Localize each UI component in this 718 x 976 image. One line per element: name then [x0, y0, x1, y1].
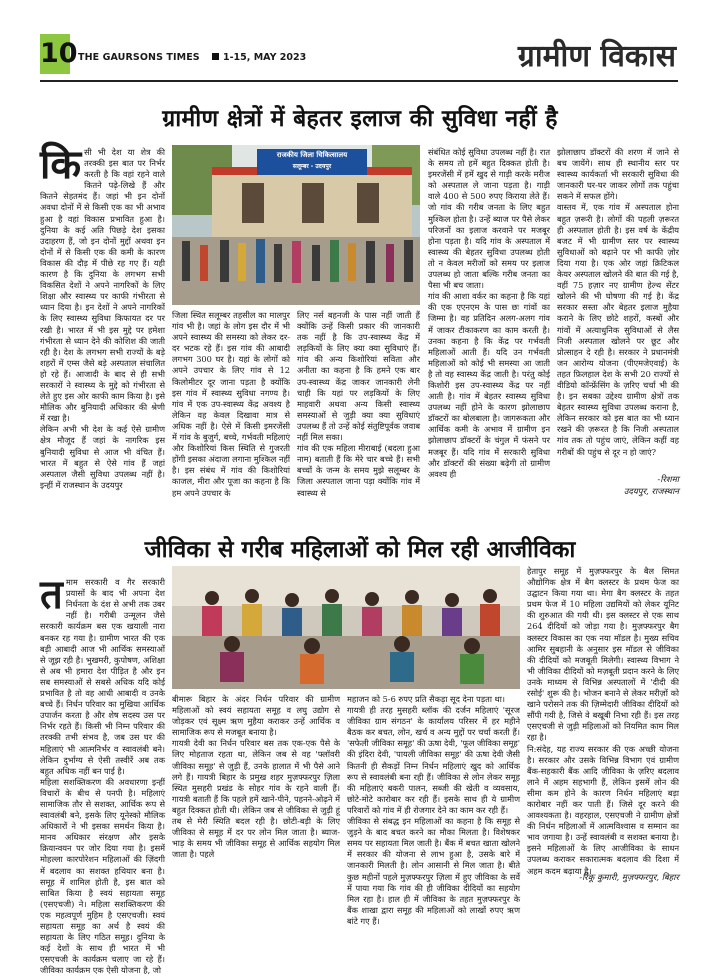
page-number: 10 — [40, 34, 70, 74]
article1-dropcap: कि — [40, 141, 82, 188]
article1-col1-text: सी भी देश या शेत्र की तरक्की इस बात पर निर्भर करती है कि वहां रहने वाले कितने पढ़े-लिखे हैं और कितने सेहतमंद हैं। जहां भी इन दोनों अवधा दोनों में से किसी एक का भी अभाव हुआ है वहां विकास प्रभावित हुआ है। दुनिया के कई अति पिछड़े देश इसका उदाहरण हैं, जो इन दोनों मुद्दों अथवा इन दोनों में से किसी एक की कमी के कारण विकास की दौड़ में पीछे रह गए हैं। यही कारण है कि दुनिया के लगभग सभी विकसित देशों ने अपने नागरिकों के लिए शिक्षा और स्वास्थ्य पर काफी गंभीरता से ध्यान दिया है। इन देशों ने अपने नागरिकों के लिए स्वास्थ्य सुविधा किफायत दर पर रखी है। भारत में भी इस मुद्दे पर हमेशा गंभीरता से ध्यान देने की कोशिश की जाती रही है। देश के लगभग सभी राज्यों के बड़े शहरों में एम्स जैसे बड़े अस्पताल संचालित हो रहे हैं। आजादी के बाद से ही सभी सरकारों ने स्वास्थ्य के मुद्दे को गंभीरता से लेते हुए इस ओर काफी काम किया है। इसे मौलिक और बुनियादी अधिकार की श्रेणी में रखा है। लेकिन अभी भी देश के कई ऐसे ग्रामीण क्षेत्र मौजूद हैं जहां के नागरिक इस बुनियादी सुविधा से आज भी वंचित हैं। भारत में बहुत से ऐसे गांव हैं जहां अस्पताल जैसी सुविधा उपलब्ध नहीं है। इन्हीं में राजस्थान के उदयपुर — [40, 147, 165, 490]
article1-headline: ग्रामीण क्षेत्रों में बेहतर इलाज की सुविधा नहीं है — [162, 106, 558, 132]
page-header — [0, 0, 718, 86]
header-rule — [40, 80, 678, 82]
article2-col3: महाजन को 5-6 रुपए प्रति सैकड़ा सूद देना पड़ता था। गायत्री ही तरह मुसहरी ब्लॉक की दर्जन महिलाएं 'सूरज जीविका ग्राम संगठन' के कार्यालय परिसर में हर महीने बैठक कर बचत, लोन, खर्च व अन्य मुद्दों पर चर्चा करती हैं। 'सफेली जीविका समूह' की ऊषा देवी, 'फूल जीविका समूह' की इंदिरा देवी, 'पायली जीविका समूह' की ऊषा देवी जैसी कितनी ही सैकड़ों निम्न निर्धन महिलाएं खुद को आर्थिक रूप से स्वावलंबी बना रही हैं। जीविका से लोन लेकर समूह की महिलाएं बकरी पालन, सब्जी की खेती व व्यवसाय, छोटे-मोटे कारोबार कर रही हैं। इसके साथ ही ये ग्रामीण परिवारों को गांव में ही रोजगार देने का काम कर रही हैं। जीविका से संबद्ध इन महिलाओं का कहना है कि समूह से जुड़ने के बाद बचत करने का मौका मिलता है। विशेषकर समय पर सहायता मिल जाती है। बैंक में बचत खाता खोलने में सरकार की योजना से लाभ हुआ है, उसके बारे में जानकारी मिलती है। लोन आसानी से मिल जाता है। बीते कुछ महीनों पहले मुज़फ्फरपुर ज़िला में हुए जीविका के सर्वे में पाया गया कि गांव की ही जीविका दीदियों का सहयोग मिल रहा है। हाल ही में जीविका के तहत मुज़फ्फरपुर के बैंक शाखा द्वारा समूह की महिलाओं को लाखों रुपए ऋण बांटे गए हैं। — [347, 694, 520, 926]
square-bullet-icon — [212, 53, 219, 60]
article2-col2: बीमारू बिहार के अंदर निर्धन परिवार की ग्रामीण महिलाओं को स्वयं सहायता समूह व लघु उद्योग से जोड़कर एवं सूक्ष्म ऋण मुहैया कराकर उन्हें आर्थिक व सामाजिक रूप से मजबूत बनाया है। गायत्री देवी का निर्धन परिवार बस तक एक-एक पैसे के लिए मोहताज रहता था, लेकिन जब से वह 'फ्लॉवरी जीविका समूह' से जुड़ी हैं, उनके हालात में भी पैसे आने लगे हैं। गायत्री बिहार के प्रमुख शहर मुज़फ्फरपुर ज़िला स्थित मुसहरी प्रखंड के सोहर गांव के रहने वाली हैं। गायत्री बताती हैं कि पहले हमें खाने-पीने, पहनने-ओढ़ने में बहुत दिक्कत होती थी। लेकिन जब से जीविका से जुड़ी हूं तब से मेरी स्थिति बदल रही है। छोटी-बड़ी के लिए जीविका से समूह में दर पर लोन मिल जाता है। ब्याज-भाड़ के समय भी जीविका समूह से आर्थिक सहयोग मिल जाता है। पहले — [172, 694, 340, 860]
article1-col1 — [40, 141, 165, 490]
issue-date — [212, 52, 306, 63]
article1-place: उदयपुर, राजस्थान — [623, 487, 679, 497]
hospital-sign-line2: सलूम्बर - उदयपुर — [292, 163, 332, 170]
section-title: ग्रामीण विकास — [517, 39, 676, 74]
women-group-photo-illustration — [172, 566, 520, 689]
article2-author: -रिंकू कुमारी, मुज़फ्फरपुर, बिहार — [579, 873, 679, 883]
article1-photo — [172, 145, 420, 305]
hospital-sign-line1: राजकीय जिला चिकित्सालय — [276, 151, 348, 159]
article1-author: -रिशमा — [657, 475, 679, 485]
article2-headline: जीविका से गरीब महिलाओं को मिल रही आजीविका — [144, 537, 576, 563]
article2-col4: हेतापुर समूह में मुज़फ्फरपुर के बैल सिमत औद्योगिक क्षेत्र में बैग क्लस्टर के प्रथम फेज का उद्घाटन किया गया था। मेगा बैग क्लस्टर के तहत प्रथम फेज में 10 महिला उद्यमियों को लेकर यूनिट की शुरुआत की गयी थी। इस क्लस्टर से एक साथ 264 दीदियों को जोड़ा गया है। मुज़फ्फरपुर बैग क्लस्टर विकास का एक नया मॉडल है। मुख्य सचिव आमिर सुबहानी के अनुसार इस मॉडल से जीविका की दीदियों को मजबूती मिलेगी। स्वास्थ्य विभाग ने भी जीविका दीदियों को मज़बूती प्रदान करने के लिए उनके माध्यम से विभिन्न अस्पतालों में 'दीदी की रसोई' शुरू की है। भोजन बनाने से लेकर मरीज़ों को खाने परोसने तक की ज़िम्मेदारी जीविका दीदियों को सौंपी गयी है, जिसे वे बखूबी निभा रही हैं। इस तरह एसएचजी से जुड़ी महिलाओं को नियमित काम मिल रहा है। नि:संदेह, यह राज्य सरकार की एक अच्छी योजना है। सरकार और उसके विभिन्न विभाग एवं ग्रामीण बैंक-सहकारी बैंक आदि जीविका के ज़रिए बदलाव लाने में अहम सहभागी हैं, लेकिन इसमें लोन की सीमा कम होने के कारण निर्धन महिलाएं बड़ा कारोबार नहीं कर पाती हैं। जिसे दूर करने की आवश्यकता है। वहरहाल, एसएचजी ने ग्रामीण क्षेत्रों की निर्धन महिलाओं में आत्मविश्वास व सम्मान का भाव जगाया है। उन्हें स्वावलंबी व सशक्त बनाया है। इसने महिलाओं के लिए आजीविका के साधन उपलब्ध कराकर सकारात्मक बदलाव की दिशा में अहम कदम बढ़ाया है। — [527, 566, 679, 876]
article1-col2: जिला स्थित सलूम्बर तहसील का मालपुर गांव भी है। जहां के लोग इस दौर में भी अपने स्वास्थ्य की समस्या को लेकर दर-दर भटक रहे हैं। इस गांव की आबादी लगभग 300 घर है। यहां के लोगों को अपने उपचार के लिए गांव से 12 किलोमीटर दूर जाना पड़ता है क्योंकि इस गांव में स्वास्थ्य सुविधा नगण्य है। गांव में एक उप-स्वास्थ्य केंद्र अवश्य है लेकिन वह केवल दिखावा मात्र से अधिक नहीं है। ऐसे में किसी इमरजेंसी में गांव के बुजुर्ग, बच्चे, गर्भवती महिलाएं और किशोरियां किस स्थिति से गुजरती होंगी इसका अंदाजा लगाना मुश्किल नहीं है। इस संबंध में गांव की किशोरियां काजल, मीरा और पूजा का कहना है कि हम अपने उपचार के — [172, 310, 290, 498]
newspaper-name: THE GAURSONS TIMES — [78, 52, 200, 63]
hospital-sign — [257, 149, 367, 175]
article1-col4: संबंधित कोई सुविधा उपलब्ध नहीं है। रात के समय तो हमें बहुत दिक्कत होती है। इमरजेंसी में हमें खुद से गाड़ी करके मरीज को अस्पताल ले जाना पड़ता है। गाड़ी वाले 400 से 500 रुपए किराया लेते हैं। जो गांव की गरीब जनता के लिए बहुत मुश्किल होता है। उन्हें ब्याज पर पैसे लेकर परिजनों का इलाज करवाने पर मजबूर होना पड़ता है। यदि गांव के अस्पताल में स्वास्थ्य की बेहतर सुविधा उपलब्ध होती तो न केवल मरीजों को समय पर इलाज उपलब्ध हो जाता बल्कि गरीब जनता का पैसा भी बच जाता। गांव की आशा वर्कर का कहना है कि यहां की एक एएनएम के पास छः गांवों का जिम्मा है। वह प्रतिदिन अलग-अलग गांव में जाकर टीकाकरण का काम करती है। उनका कहना है कि केंद्र पर गर्भवती महिलाओं आती हैं। यदि उन गर्भवती महिलाओं को कोई भी समस्या आ जाती है तो वह स्वास्थ्य केंद्र जाती है। परंतु कोई किशोरी इस उप-स्वास्थ्य केंद्र पर नहीं आती है। गांव में बेहतर स्वास्थ्य सुविधा उपलब्ध नहीं होने के कारण झोलाछाप डॉक्टरों का बोलबाला है। जागरूकता और आर्थिक कमी के अभाव में ग्रामीण इन झोलाछाप डॉक्टरों के चंगुल में फंसने पर मजबूर हैं। यदि गांव में सरकारी सुविधा और डॉक्टरों की संख्या बढ़ेगी तो ग्रामीण अवश्य ही — [428, 147, 550, 479]
article2-dropcap: त — [40, 571, 63, 619]
article2-col1-text: माम सरकारी व गैर सरकारी प्रयासों के बाद भी अपना देश निर्धनता के दंश से अभी तक उबर नहीं है। गरीबी उन्मूलन जैसे सरकारी कार्यक्रम बस एक खयाली नारा बनकर रह गया है। ग्रामीण भारत की एक बड़ी आबादी आज भी आर्थिक समस्याओं से जूझ रही है। भुखमरी, कुपोषण, अशिक्षा से अब भी हमारा देश पीड़ित है और इन सब समस्याओं से सबसे अधिक यदि कोई प्रभावित है तो वह आधी आबादी व उनके बच्चे हैं। निर्धन परिवार का मुखिया आर्थिक उपार्जन करता है और शेष सदस्य उस पर निर्भर रहते हैं। किसी भी निम्न परिवार की तरक्की तभी संभव है, जब उस घर की महिलाएं भी आत्मनिर्भर व स्वावलंबी बने। लेकिन दुर्भाग्य से ऐसी तस्वीरें अब तक बहुत अधिक नहीं बन पाई है। महिला सशक्तिकरण की अवधारणा इन्हीं विचारों के बीच से पनपी है। महिलाएं सामाजिक तौर से सशक्त, आर्थिक रूप से स्वावलंबी बने, इसके लिए यूनेस्को मौलिक अधिकारों ने भी इसका समर्थन किया है। मानव अधिकार संरक्षण और इसके क्रियान्वयन पर जोर दिया गया है। इसमें मोहल्ला कारपोरेशन महिलाओं की ज़िंदगी में बदलाव का सशक्त हथियार बना है। समूह में शामिल होती है, इस बात को साबित किया है स्वयं सहायता समूह (एसएचजी) ने। महिला सशक्तिकरण की एक महत्वपूर्ण मुहिम है एसएचजी। स्वयं सहायता समूह का अर्थ है स्वयं की सहायता के लिए गठित समूह। दुनिया के कई देशों के साथ ही भारत में भी एसएचजी के कार्यक्रम चलाए जा रहे हैं। जीविका कार्यक्रम एक ऐसी योजना है, जो — [40, 577, 165, 976]
article1-col3: लिए नर्स बहनजी के पास नहीं जाती हैं क्योंकि उन्हें किसी प्रकार की जानकारी तक नहीं है कि उप-स्वास्थ्य केंद्र में लड़कियों के लिए क्या क्या सुविधाएं हैं। गांव की अन्य किशोरियां सविता और अनीता का कहना है कि हमने एक बार उप-स्वास्थ्य केंद्र जाकर जानकारी लेनी चाही कि यहां पर लड़कियों के लिए माहवारी अथवा अन्य किसी स्वास्थ्य समस्याओं से जुड़ी क्या क्या सुविधाएं उपलब्ध हैं तो उन्हें कोई संतुष्टिपूर्वक जवाब नहीं मिल सका। गांव की एक महिला मीराबाई (बदला हुआ नाम) बताती हैं कि मेरे चार बच्चे हैं। सभी बच्चों के जन्म के समय मुझे सलूम्बर के जिला अस्पताल जाना पड़ा क्योंकि गांव में स्वास्थ्य से — [297, 310, 420, 498]
article1-col5: झोलाछाप डॉक्टरों की शरण में जाने से बच जायेंगे। साथ ही स्थानीय स्तर पर स्वास्थ्य कार्यकर्ता भी सरकारी सुविधा की जानकारी घर-घर जाकर लोगों तक पहुंचा सकने में सफल होंगे। वास्तव में, एक गांव में अस्पताल होना बहुत ज़रूरी है। लोगों की पहली ज़रूरत ही अस्पताल होती है। इस वर्ष के केंद्रीय बजट में भी ग्रामीण स्तर पर स्वास्थ्य सुविधाओं को बढ़ाने पर भी काफी ज़ोर दिया गया है। एक ओर जहां क्रिटिकल केयर अस्पताल खोलने की बात की गई है, वहीं 75 हज़ार नए ग्रामीण हेल्थ सेंटर खोलने की भी घोषणा की गई है। केंद्र सरकार सस्ता और बेहतर इलाज मुहैया कराने के लिए छोटे शहरों, कस्बों और गांवों में अत्याधुनिक सुविधाओं से लैस निजी अस्पताल खोलने पर छूट और प्रोत्साहन दे रही है। सरकार ने प्रधानमंत्री जन आरोग्य योजना (पीएमजेएवाई) के तहत फ़िलहाल देश के सभी 20 राज्यों से वीडियो कॉन्फ्रेंसिंग के ज़रिए चर्चा भी की है। इन सबका उद्देश्य ग्रामीण क्षेत्रों तक बेहतर स्वास्थ्य सुविधा उपलब्ध कराना है, लेकिन सरकार को इस बात का भी ध्यान रखने की ज़रूरत है कि निजी अस्पताल गांव तक तो पहुंच जाएं, लेकिन कहीं वह गरीबों की पहुंच से दूर न हो जाएं? — [557, 147, 679, 457]
article2-col1 — [40, 566, 165, 976]
article2-photo — [172, 566, 520, 689]
issue-date-text: 1-15, MAY 2023 — [223, 52, 307, 63]
